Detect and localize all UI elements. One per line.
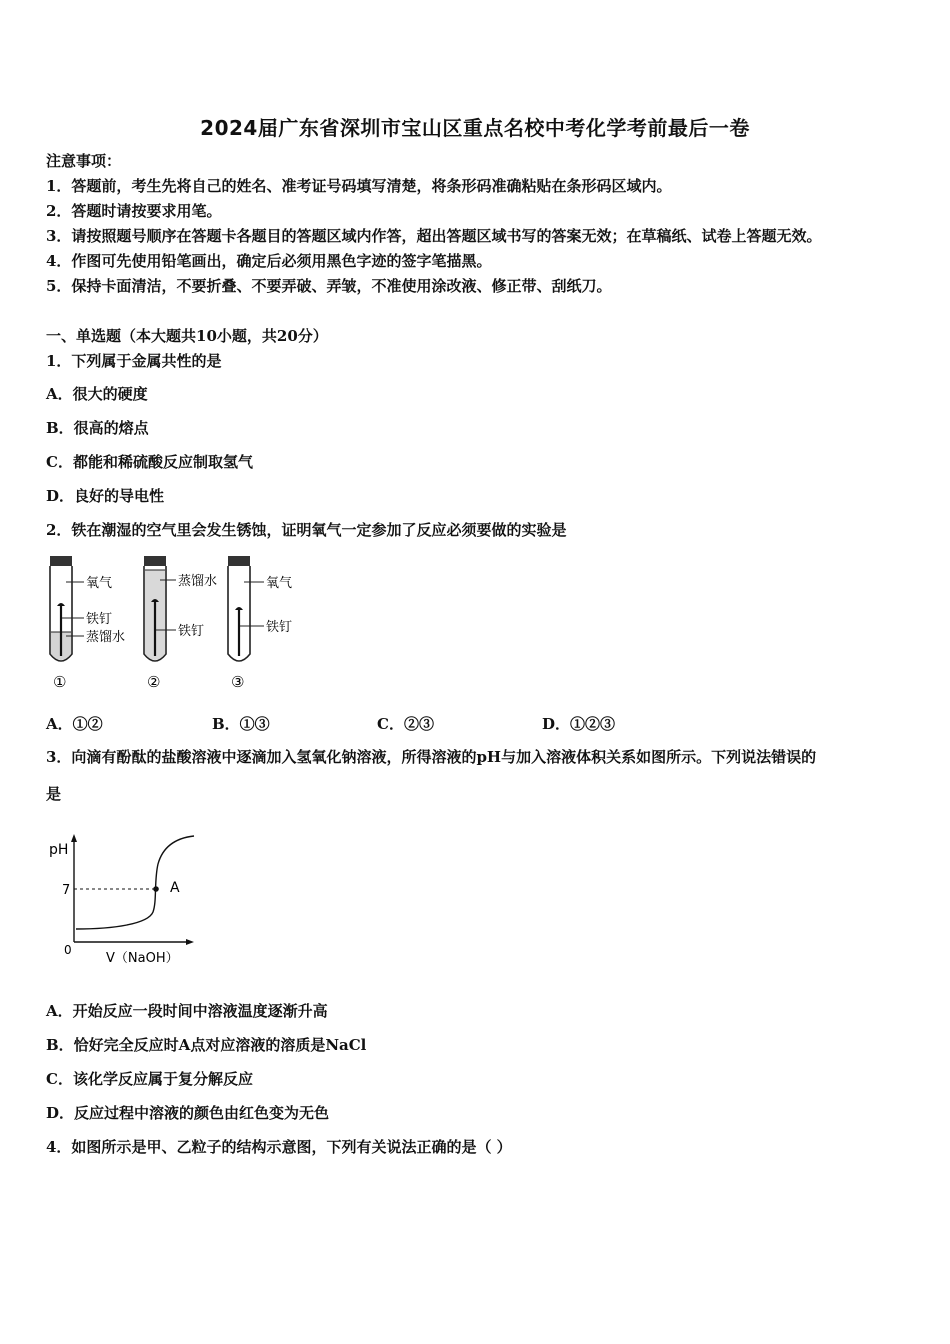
graph-point-a: A — [170, 880, 180, 896]
section-heading: 一、单选题（本大题共10小题，共20分） — [46, 327, 328, 345]
graph-origin: 0 — [64, 943, 72, 957]
q2-test-tubes-figure — [40, 550, 310, 696]
q3-option-d: D．反应过程中溶液的颜色由红色变为无色 — [46, 1104, 330, 1122]
tube1-label-water: 蒸馏水 — [86, 630, 126, 645]
q2-option-c: C．②③ — [377, 715, 434, 733]
graph-y-label: pH — [49, 842, 69, 858]
notice-item-4: 4．作图可先使用铅笔画出，确定后必须用黑色字迹的签字笔描黑。 — [46, 252, 492, 270]
tube1-label-nail: 铁钉 — [86, 612, 113, 627]
tube3-label-nail: 铁钉 — [266, 620, 293, 635]
q2-option-a: A．①② — [46, 715, 103, 733]
q2-options — [46, 713, 896, 733]
page-title: 2024届广东省深圳市宝山区重点名校中考化学考前最后一卷 — [200, 116, 750, 140]
q2-option-b: B．①③ — [212, 715, 270, 733]
notice-item-2: 2．答题时请按要求用笔。 — [46, 202, 222, 220]
notice-item-3: 3．请按照题号顺序在答题卡各题目的答题区域内作答，超出答题区域书写的答案无效；在草稿纸、试卷上答题无效。 — [46, 227, 822, 245]
q3-option-b: B．恰好完全反应时A点对应溶液的溶质是NaCl — [46, 1036, 367, 1054]
tube2-label-water: 蒸馏水 — [178, 574, 218, 589]
q2-stem: 2．铁在潮湿的空气里会发生锈蚀，证明氧气一定参加了反应必须要做的实验是 — [46, 521, 567, 539]
q2-option-d: D．①②③ — [542, 715, 616, 733]
graph-x-label: V（NaOH） — [106, 951, 179, 966]
q3-ph-graph — [44, 826, 204, 972]
q3-option-a: A．开始反应一段时间中溶液温度逐渐升高 — [46, 1002, 328, 1020]
q1-stem: 1．下列属于金属共性的是 — [46, 352, 222, 370]
notice-item-1: 1．答题前，考生先将自己的姓名、准考证号码填写清楚，将条形码准确粘贴在条形码区域内。 — [46, 177, 672, 195]
tube1-label-oxygen: 氧气 — [86, 576, 113, 591]
q3-stem-line2: 是 — [46, 785, 62, 803]
q1-option-d: D．良好的导电性 — [46, 487, 165, 505]
tube2-label-nail: 铁钉 — [178, 624, 205, 639]
test-tube-1 — [50, 556, 125, 691]
tube3-number: ③ — [231, 673, 245, 691]
q1-option-b: B．很高的熔点 — [46, 419, 149, 437]
tube2-number: ② — [147, 673, 161, 691]
tube1-number: ① — [53, 673, 67, 691]
q1-option-c: C．都能和稀硫酸反应制取氢气 — [46, 453, 253, 471]
notice-heading: 注意事项： — [46, 152, 122, 170]
graph-y-tick: 7 — [62, 883, 71, 898]
q4-stem: 4．如图所示是甲、乙粒子的结构示意图，下列有关说法正确的是（ ） — [46, 1138, 512, 1156]
notice-item-5: 5．保持卡面清洁，不要折叠、不要弄破、弄皱，不准使用涂改液、修正带、刮纸刀。 — [46, 277, 612, 295]
test-tube-2 — [144, 556, 217, 691]
tube3-label-oxygen: 氧气 — [266, 576, 293, 591]
test-tube-3 — [228, 556, 292, 691]
q3-stem-line1: 3．向滴有酚酞的盐酸溶液中逐滴加入氢氧化钠溶液，所得溶液的pH与加入溶液体积关系如图所示。下列说法错误的 — [46, 748, 817, 766]
q1-option-a: A．很大的硬度 — [46, 385, 148, 403]
q3-option-c: C．该化学反应属于复分解反应 — [46, 1070, 253, 1088]
